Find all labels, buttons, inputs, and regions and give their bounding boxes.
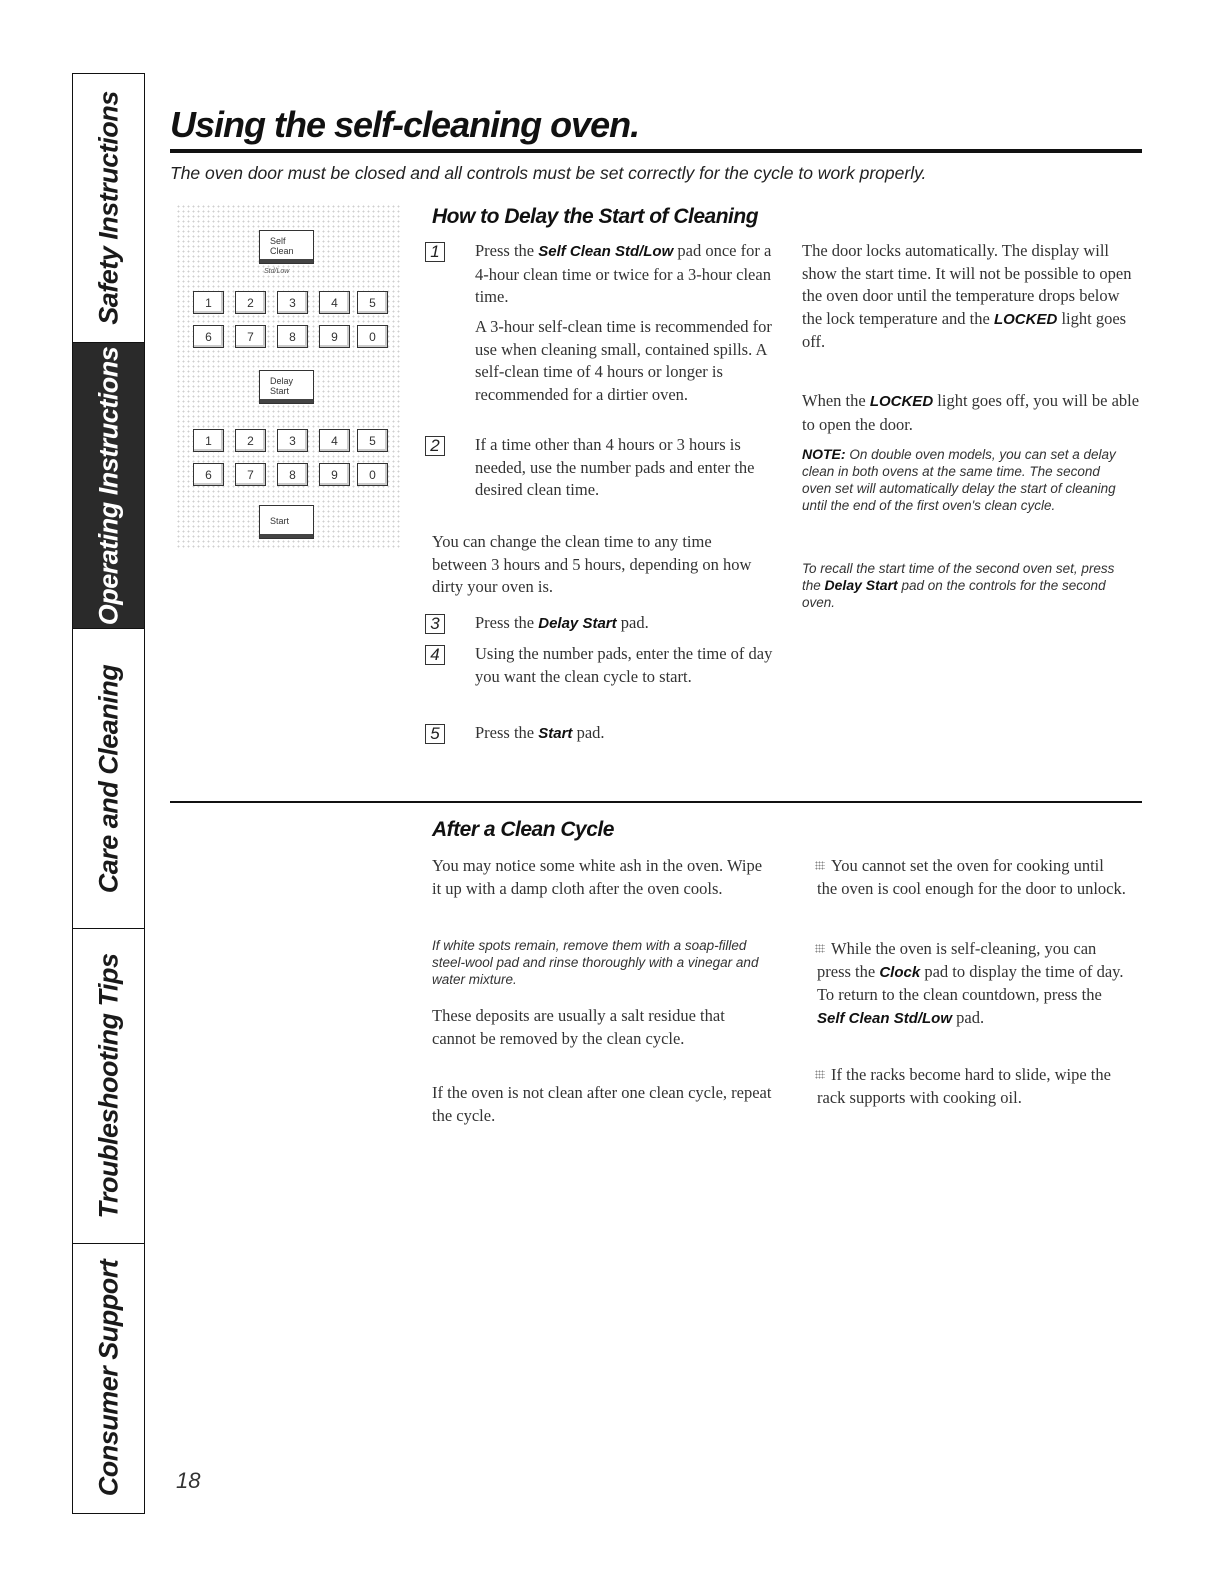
text: On double oven models, you can set a delay clean in both ovens at the same time. The second oven set will automatically delay the start of cleaning until the end of the first oven's clean cycle. [802, 447, 1116, 513]
number-key: 7 [235, 463, 266, 486]
tab-care-and-cleaning[interactable] [73, 629, 144, 929]
step-4 [425, 643, 775, 713]
note-label: NOTE: [802, 446, 846, 462]
section-heading-after: After a Clean Cycle [432, 818, 614, 841]
control-panel-illustration [176, 204, 402, 550]
page-subtitle: The oven door must be closed and all controls must be set correctly for the cycle to work properly. [170, 163, 927, 183]
step-3 [425, 612, 775, 637]
key-label: Clean [270, 246, 294, 256]
pad-name: Start [538, 725, 573, 742]
step-text [475, 612, 775, 636]
step-number: 2 [425, 436, 445, 456]
step-number: 4 [425, 645, 445, 665]
door-locks-paragraph [802, 240, 1142, 354]
text: Press the [475, 613, 539, 632]
bullet-item [815, 1064, 1130, 1114]
after-paragraph-1: You may notice some white ash in the oven. Wipe it up with a damp cloth after the oven cools. [432, 856, 763, 898]
tab-label: Consumer Support [93, 1259, 123, 1497]
text: pad to display the time of day. To return to the clean countdown, press the [817, 961, 1124, 1004]
number-key: 5 [357, 429, 388, 452]
step-5 [425, 722, 775, 747]
number-key: 6 [193, 463, 224, 486]
number-key: 0 [357, 325, 388, 348]
text: pad. [616, 613, 649, 632]
delay-start-key [259, 370, 314, 404]
tab-safety-instructions[interactable] [73, 74, 144, 343]
number-key: 6 [193, 325, 224, 348]
tab-label: Care and Cleaning [93, 664, 123, 893]
key-label: Start [270, 516, 290, 526]
step-text [475, 240, 775, 309]
number-key: 9 [319, 463, 350, 486]
number-key: 8 [277, 463, 308, 486]
tab-label: Safety Instructions [93, 91, 123, 325]
key-sublabel: Std/Low [264, 268, 290, 275]
locked-label: LOCKED [869, 393, 934, 410]
section-heading-delay: How to Delay the Start of Cleaning [432, 205, 759, 228]
pad-name: Delay Start [538, 615, 617, 632]
tab-troubleshooting-tips[interactable] [73, 929, 144, 1244]
text: Press the [475, 723, 539, 742]
after-paragraph-3: If the oven is not clean after one clean cycle, repeat the cycle. [432, 1083, 772, 1125]
section-tabs [72, 73, 145, 1514]
pad-name: Delay Start [824, 577, 898, 593]
number-key: 5 [357, 291, 388, 314]
pad-name: Clock [879, 963, 921, 981]
text: The door locks automatically. The display will show the start time. It will not be possible to open the oven door until the temperature drops below the lock temperature and the [802, 241, 1132, 328]
number-key: 8 [277, 325, 308, 348]
self-clean-key [259, 230, 314, 275]
text: light goes off. [802, 308, 1127, 351]
key-label: Self [270, 236, 286, 246]
key-label: Start [270, 386, 290, 396]
tab-operating-instructions[interactable] [73, 343, 144, 629]
step-1-note: A 3-hour self-clean time is recommended for use when cleaning small, contained spills. A self-clean time of 4 hours or longer is recommended for a dirtier oven. [475, 317, 772, 404]
bullet-text [817, 938, 1127, 1030]
text: To recall the start time of the second oven set, press the [802, 561, 1115, 593]
clean-time-note: You can change the clean time to any time between 3 hours and 5 hours, depending on how dirty your oven is. [432, 532, 752, 596]
step-text: If a time other than 4 hours or 3 hours is needed, use the number pads and enter the desired clean time. [475, 435, 755, 499]
text: pad. [952, 1007, 985, 1027]
text: pad once for a 4-hour clean time or twice for a 3-hour clean time. [475, 241, 772, 306]
step-2 [425, 434, 775, 524]
bullet-text: You cannot set the oven for cooking until the oven is cool enough for the door to unlock. [817, 856, 1126, 898]
key-label: Delay [270, 376, 294, 386]
title-rule [170, 149, 1142, 153]
step-1 [425, 240, 775, 310]
number-key: 9 [319, 325, 350, 348]
section-divider [170, 801, 1142, 803]
bullet-item [815, 855, 1130, 925]
number-key: 1 [193, 291, 224, 314]
bullet-item [815, 938, 1130, 1058]
tab-label: Operating Instructions [93, 346, 123, 625]
text: While the oven is self-cleaning, you can press the [817, 939, 1097, 981]
tab-label: Troubleshooting Tips [93, 953, 123, 1219]
number-key: 3 [277, 291, 308, 314]
number-key: 4 [319, 429, 350, 452]
number-key: 3 [277, 429, 308, 452]
number-key: 1 [193, 429, 224, 452]
step-number: 1 [425, 242, 445, 262]
pad-name: Self Clean Std/Low [538, 243, 674, 260]
text: light goes off, you will be able to open the door. [802, 391, 1140, 434]
step-text: Using the number pads, enter the time of day you want the clean cycle to start. [475, 644, 773, 686]
white-spots-note: If white spots remain, remove them with a soap-filled steel-wool pad and rinse thoroughly with a vinegar and water mixture. [432, 938, 759, 987]
number-key: 0 [357, 463, 388, 486]
number-key: 7 [235, 325, 266, 348]
locked-label: LOCKED [993, 310, 1058, 328]
number-key: 2 [235, 291, 266, 314]
text: pad on the controls for the second oven. [802, 578, 1106, 610]
text: Press the [475, 241, 539, 260]
bullet-text: If the racks become hard to slide, wipe the rack supports with cooking oil. [817, 1065, 1111, 1107]
tab-consumer-support[interactable] [73, 1244, 144, 1512]
text: pad. [572, 723, 605, 742]
recall-note [802, 560, 1122, 611]
double-oven-note [802, 446, 1122, 514]
number-key: 4 [319, 291, 350, 314]
text: When the [802, 391, 870, 410]
page-title: Using the self-cleaning oven. [170, 104, 640, 145]
pad-name: Self Clean Std/Low [817, 1009, 953, 1027]
number-key: 2 [235, 429, 266, 452]
after-paragraph-2: These deposits are usually a salt residue that cannot be removed by the clean cycle. [432, 1006, 725, 1048]
locked-light-paragraph [802, 390, 1142, 436]
start-key [259, 505, 314, 539]
step-number: 3 [425, 614, 445, 634]
step-number: 5 [425, 724, 445, 744]
step-text [475, 722, 775, 746]
page-number: 18 [176, 1468, 201, 1493]
